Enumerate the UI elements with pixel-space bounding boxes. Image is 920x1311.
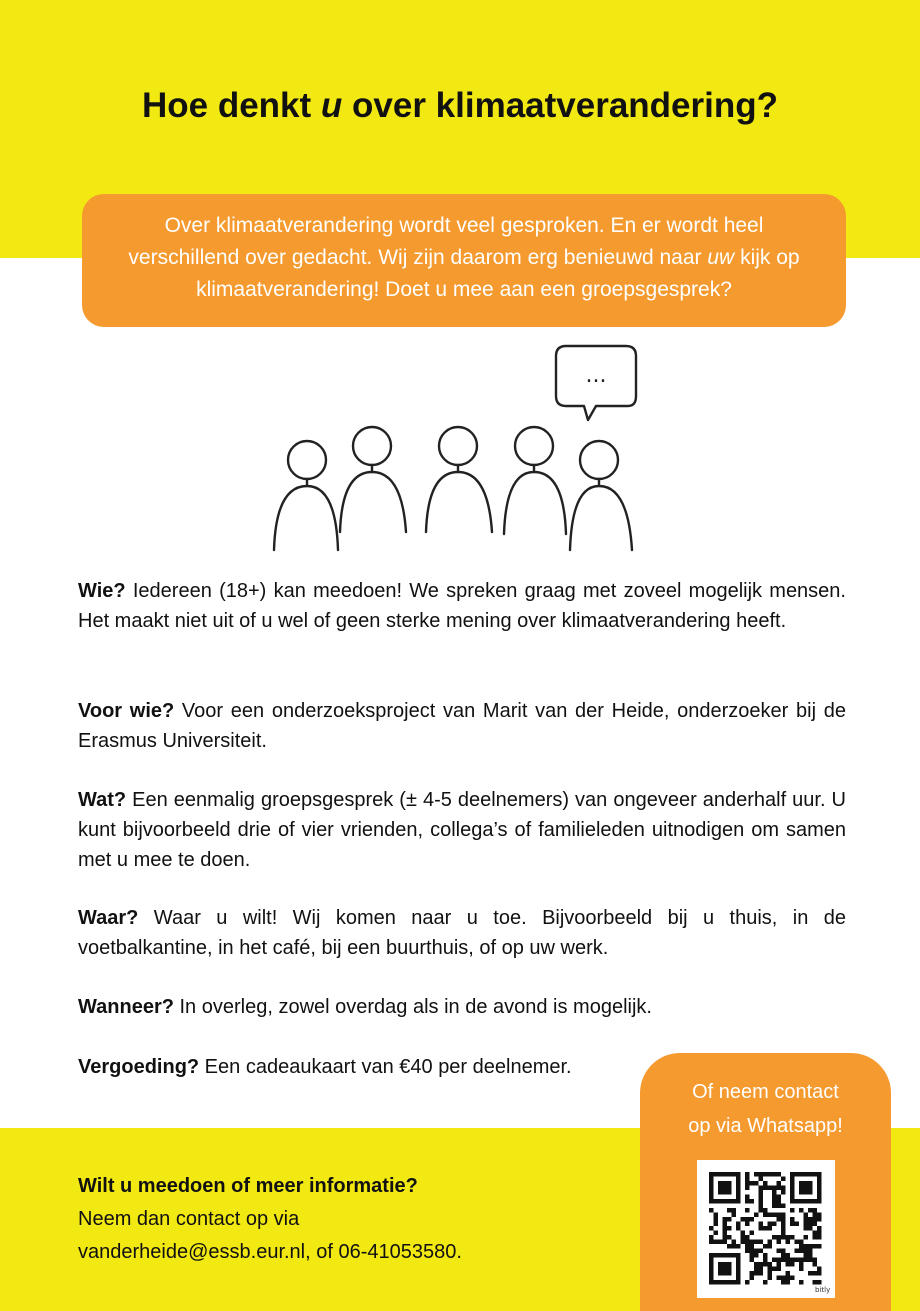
qr-module (817, 1267, 822, 1272)
qr-module (813, 1271, 818, 1276)
qr-module (768, 1172, 773, 1177)
qr-module (768, 1262, 773, 1267)
qr-module (781, 1177, 786, 1182)
qr-module (745, 1177, 750, 1182)
qr-module (736, 1226, 741, 1231)
qr-module (799, 1280, 804, 1285)
qr-module (723, 1222, 728, 1227)
qr-module (745, 1240, 750, 1245)
qr-module (786, 1262, 791, 1267)
qr-module (759, 1172, 764, 1177)
section-wanneer: Wanneer? In overleg, zowel overdag als in de avond is mogelijk. (78, 996, 652, 1018)
qr-module (804, 1235, 809, 1240)
person-icon (570, 441, 632, 550)
qr-module (777, 1217, 782, 1222)
qr-module (741, 1217, 746, 1222)
qr-module (772, 1222, 777, 1227)
qr-module (799, 1244, 804, 1249)
qr-module (745, 1244, 750, 1249)
qr-module (786, 1258, 791, 1263)
qr-module (709, 1208, 714, 1213)
contact-line: Neem dan contact op via (78, 1208, 300, 1230)
qr-module (727, 1244, 732, 1249)
qr-module (786, 1253, 791, 1258)
qr-module (768, 1240, 773, 1245)
qr-module (745, 1280, 750, 1285)
qr-module (777, 1199, 782, 1204)
qr-module (754, 1172, 759, 1177)
qr-module (790, 1222, 795, 1227)
qr-module (804, 1244, 809, 1249)
qr-module (759, 1190, 764, 1195)
qr-module (804, 1213, 809, 1218)
qr-module (804, 1217, 809, 1222)
qr-module (754, 1267, 759, 1272)
qr-module (768, 1186, 773, 1191)
qr-module (745, 1199, 750, 1204)
qr-module (750, 1244, 755, 1249)
qr-module (718, 1240, 723, 1245)
qr-module (795, 1249, 800, 1254)
qr-module (727, 1235, 732, 1240)
section-voor-wie: Voor wie? Voor een onderzoeksproject van Marit van der Heide, onderzoeker bij de Erasmus Universiteit. (78, 700, 846, 752)
qr-module (714, 1213, 719, 1218)
qr-module (759, 1177, 764, 1182)
qr-code-icon (697, 1160, 835, 1298)
qr-module (808, 1271, 813, 1276)
qr-module (763, 1208, 768, 1213)
qr-module (808, 1249, 813, 1254)
qr-module (759, 1204, 764, 1209)
qr-module (777, 1195, 782, 1200)
qr-module (777, 1235, 782, 1240)
qr-module (750, 1258, 755, 1263)
qr-module (790, 1276, 795, 1281)
qr-module (723, 1235, 728, 1240)
qr-module (736, 1222, 741, 1227)
qr-module (768, 1276, 773, 1281)
qr-module (718, 1262, 732, 1276)
qr-module (772, 1204, 777, 1209)
qr-module (709, 1235, 714, 1240)
qr-module (759, 1199, 764, 1204)
qr-module (781, 1190, 786, 1195)
qr-module (750, 1181, 755, 1186)
contact-block (78, 1170, 618, 1269)
qr-module (813, 1208, 818, 1213)
qr-module (763, 1186, 768, 1191)
qr-module (808, 1253, 813, 1258)
qr-module (768, 1271, 773, 1276)
qr-module (777, 1240, 782, 1245)
qr-module (786, 1235, 791, 1240)
qr-module (781, 1213, 786, 1218)
qr-module (714, 1231, 719, 1236)
qr-module (808, 1222, 813, 1227)
qr-module (736, 1244, 741, 1249)
qr-module (768, 1222, 773, 1227)
qr-module (732, 1213, 737, 1218)
section-wie: Wie? Iedereen (18+) kan meedoen! We spreken graag met zoveel mogelijk mensen. Het maakt niet uit of u wel of geen sterke mening over klimaatverandering heeft. (78, 580, 846, 632)
qr-module (817, 1244, 822, 1249)
qr-module (732, 1240, 737, 1245)
qr-module (768, 1213, 773, 1218)
qr-module (795, 1240, 800, 1245)
qr-module (781, 1235, 786, 1240)
qr-module (777, 1213, 782, 1218)
qr-module (763, 1172, 768, 1177)
qr-module (763, 1213, 768, 1218)
qr-module (745, 1217, 750, 1222)
qr-module (759, 1267, 764, 1272)
section-waar: Waar? Waar u wilt! Wij komen naar u toe. Bijvoorbeeld bij u thuis, in de voetbalkantine, in het café, bij een buurthuis, of op uw werk. (78, 907, 846, 959)
qr-module (781, 1186, 786, 1191)
qr-module (790, 1262, 795, 1267)
qr-module (772, 1190, 777, 1195)
qr-module (745, 1186, 750, 1191)
qr-module (763, 1253, 768, 1258)
qr-module (732, 1208, 737, 1213)
qr-module (817, 1217, 822, 1222)
qr-module (714, 1240, 719, 1245)
qr-module (754, 1240, 759, 1245)
group-of-people-icon (236, 336, 686, 558)
qr-module (790, 1258, 795, 1263)
qr-module (750, 1271, 755, 1276)
qr-module (759, 1240, 764, 1245)
qr-module (786, 1276, 791, 1281)
qr-module (781, 1222, 786, 1227)
qr-module (709, 1240, 714, 1245)
qr-module (804, 1226, 809, 1231)
qr-module (759, 1249, 764, 1254)
qr-module (759, 1226, 764, 1231)
qr-module (750, 1253, 755, 1258)
qr-module (790, 1217, 795, 1222)
qr-module (777, 1267, 782, 1272)
qr-module (741, 1240, 746, 1245)
qr-module (759, 1271, 764, 1276)
qr-module (741, 1235, 746, 1240)
qr-module (813, 1235, 818, 1240)
qr-module (772, 1213, 777, 1218)
qr-module (813, 1244, 818, 1249)
qr-module (813, 1222, 818, 1227)
qr-module (781, 1253, 786, 1258)
person-icon (340, 427, 406, 532)
qr-module (804, 1253, 809, 1258)
qr-module (817, 1235, 822, 1240)
qr-module (777, 1258, 782, 1263)
qr-module (772, 1235, 777, 1240)
qr-module (745, 1172, 750, 1177)
qr-module (763, 1262, 768, 1267)
qr-module (799, 1181, 813, 1195)
qr-module (727, 1226, 732, 1231)
qr-module (750, 1240, 755, 1245)
qr-module (750, 1276, 755, 1281)
qr-module (745, 1181, 750, 1186)
qr-module (754, 1213, 759, 1218)
page-title: Hoe denkt u over klimaatverandering? (141, 86, 779, 125)
qr-module (808, 1258, 813, 1263)
qr-module (727, 1208, 732, 1213)
person-icon (426, 427, 492, 532)
qr-module (745, 1249, 750, 1254)
qr-module (804, 1249, 809, 1254)
qr-module (772, 1258, 777, 1263)
qr-module (763, 1244, 768, 1249)
qr-module (808, 1217, 813, 1222)
qr-module (754, 1249, 759, 1254)
qr-brand: bitly (815, 1286, 831, 1294)
whatsapp-box (640, 1053, 891, 1311)
person-icon (274, 441, 338, 550)
qr-module (813, 1258, 818, 1263)
qr-module (781, 1276, 786, 1281)
qr-module (781, 1231, 786, 1236)
qr-module (772, 1172, 777, 1177)
qr-module (732, 1244, 737, 1249)
contact-details[interactable]: vanderheide@essb.eur.nl, of 06-41053580. (78, 1241, 462, 1263)
qr-module (799, 1208, 804, 1213)
qr-module (813, 1217, 818, 1222)
qr-module (777, 1172, 782, 1177)
qr-module (763, 1280, 768, 1285)
person-icon (504, 427, 566, 534)
qr-module (759, 1222, 764, 1227)
qr-module (745, 1195, 750, 1200)
qr-module (808, 1244, 813, 1249)
qr-module (777, 1276, 782, 1281)
qr-module (723, 1226, 728, 1231)
qr-module (772, 1195, 777, 1200)
qr-module (727, 1217, 732, 1222)
qr-module (786, 1271, 791, 1276)
qr-module (723, 1217, 728, 1222)
qr-module (714, 1217, 719, 1222)
qr-module (772, 1186, 777, 1191)
qr-module (813, 1262, 818, 1267)
qr-module (754, 1271, 759, 1276)
qr-module (768, 1244, 773, 1249)
qr-module (750, 1199, 755, 1204)
qr-module (768, 1267, 773, 1272)
qr-module (777, 1262, 782, 1267)
qr-module (808, 1208, 813, 1213)
qr-module (799, 1262, 804, 1267)
intro-box: Over klimaatverandering wordt veel gesproken. En er wordt heel verschillend over gedacht. Wij zijn daarom erg benieuwd naar uw kijk op klimaatverandering! Doet u mee aan een groepsgesprek? (82, 194, 846, 327)
qr-module (754, 1262, 759, 1267)
qr-module (813, 1280, 818, 1285)
qr-module (808, 1226, 813, 1231)
qr-module (817, 1226, 822, 1231)
qr-module (781, 1226, 786, 1231)
qr-module (804, 1258, 809, 1263)
qr-module (768, 1226, 773, 1231)
qr-module (759, 1208, 764, 1213)
qr-module (799, 1267, 804, 1272)
qr-module (777, 1204, 782, 1209)
qr-module (817, 1271, 822, 1276)
qr-module (813, 1231, 818, 1236)
qr-module (750, 1217, 755, 1222)
qr-module (817, 1231, 822, 1236)
qr-module (799, 1240, 804, 1245)
qr-module (781, 1217, 786, 1222)
qr-module (777, 1181, 782, 1186)
qr-module (817, 1213, 822, 1218)
qr-module (795, 1258, 800, 1263)
qr-module (772, 1267, 777, 1272)
qr-module (759, 1195, 764, 1200)
qr-module (799, 1258, 804, 1263)
qr-module (786, 1240, 791, 1245)
whatsapp-text: Of neem contact op via Whatsapp! (688, 1081, 843, 1137)
section-wat: Wat? Een eenmalig groepsgesprek (± 4-5 deelnemers) van ongeveer anderhalf uur. U kunt bijvoorbeeld drie of vier vrienden, collega’s of familieleden uitnodigen om samen met u mee te doen. (78, 789, 846, 871)
qr-module (723, 1240, 728, 1245)
qr-module (714, 1222, 719, 1227)
qr-module (750, 1249, 755, 1254)
qr-module (790, 1208, 795, 1213)
qr-module (795, 1222, 800, 1227)
qr-module (759, 1262, 764, 1267)
qr-module (777, 1186, 782, 1191)
qr-module (763, 1258, 768, 1263)
qr-module (813, 1213, 818, 1218)
qr-module (750, 1231, 755, 1236)
qr-module (745, 1235, 750, 1240)
qr-module (709, 1226, 714, 1231)
qr-module (763, 1226, 768, 1231)
qr-code[interactable] (697, 1160, 835, 1298)
qr-module (754, 1253, 759, 1258)
qr-module (786, 1280, 791, 1285)
qr-module (772, 1199, 777, 1204)
qr-module (790, 1235, 795, 1240)
qr-module (741, 1231, 746, 1236)
qr-module (781, 1280, 786, 1285)
qr-module (718, 1181, 732, 1195)
section-vergoeding: Vergoeding? Een cadeaukaart van €40 per deelnemer. (78, 1056, 572, 1078)
svg-text:...: ... (585, 363, 607, 388)
qr-module (745, 1208, 750, 1213)
qr-module (763, 1181, 768, 1186)
contact-question: Wilt u meedoen of meer informatie? (78, 1175, 418, 1197)
qr-module (817, 1280, 822, 1285)
qr-module (781, 1249, 786, 1254)
qr-module (777, 1249, 782, 1254)
qr-module (723, 1231, 728, 1236)
qr-module (781, 1204, 786, 1209)
qr-module (754, 1181, 759, 1186)
qr-module (804, 1222, 809, 1227)
qr-module (759, 1186, 764, 1191)
qr-module (745, 1222, 750, 1227)
qr-module (799, 1249, 804, 1254)
qr-module (781, 1258, 786, 1263)
